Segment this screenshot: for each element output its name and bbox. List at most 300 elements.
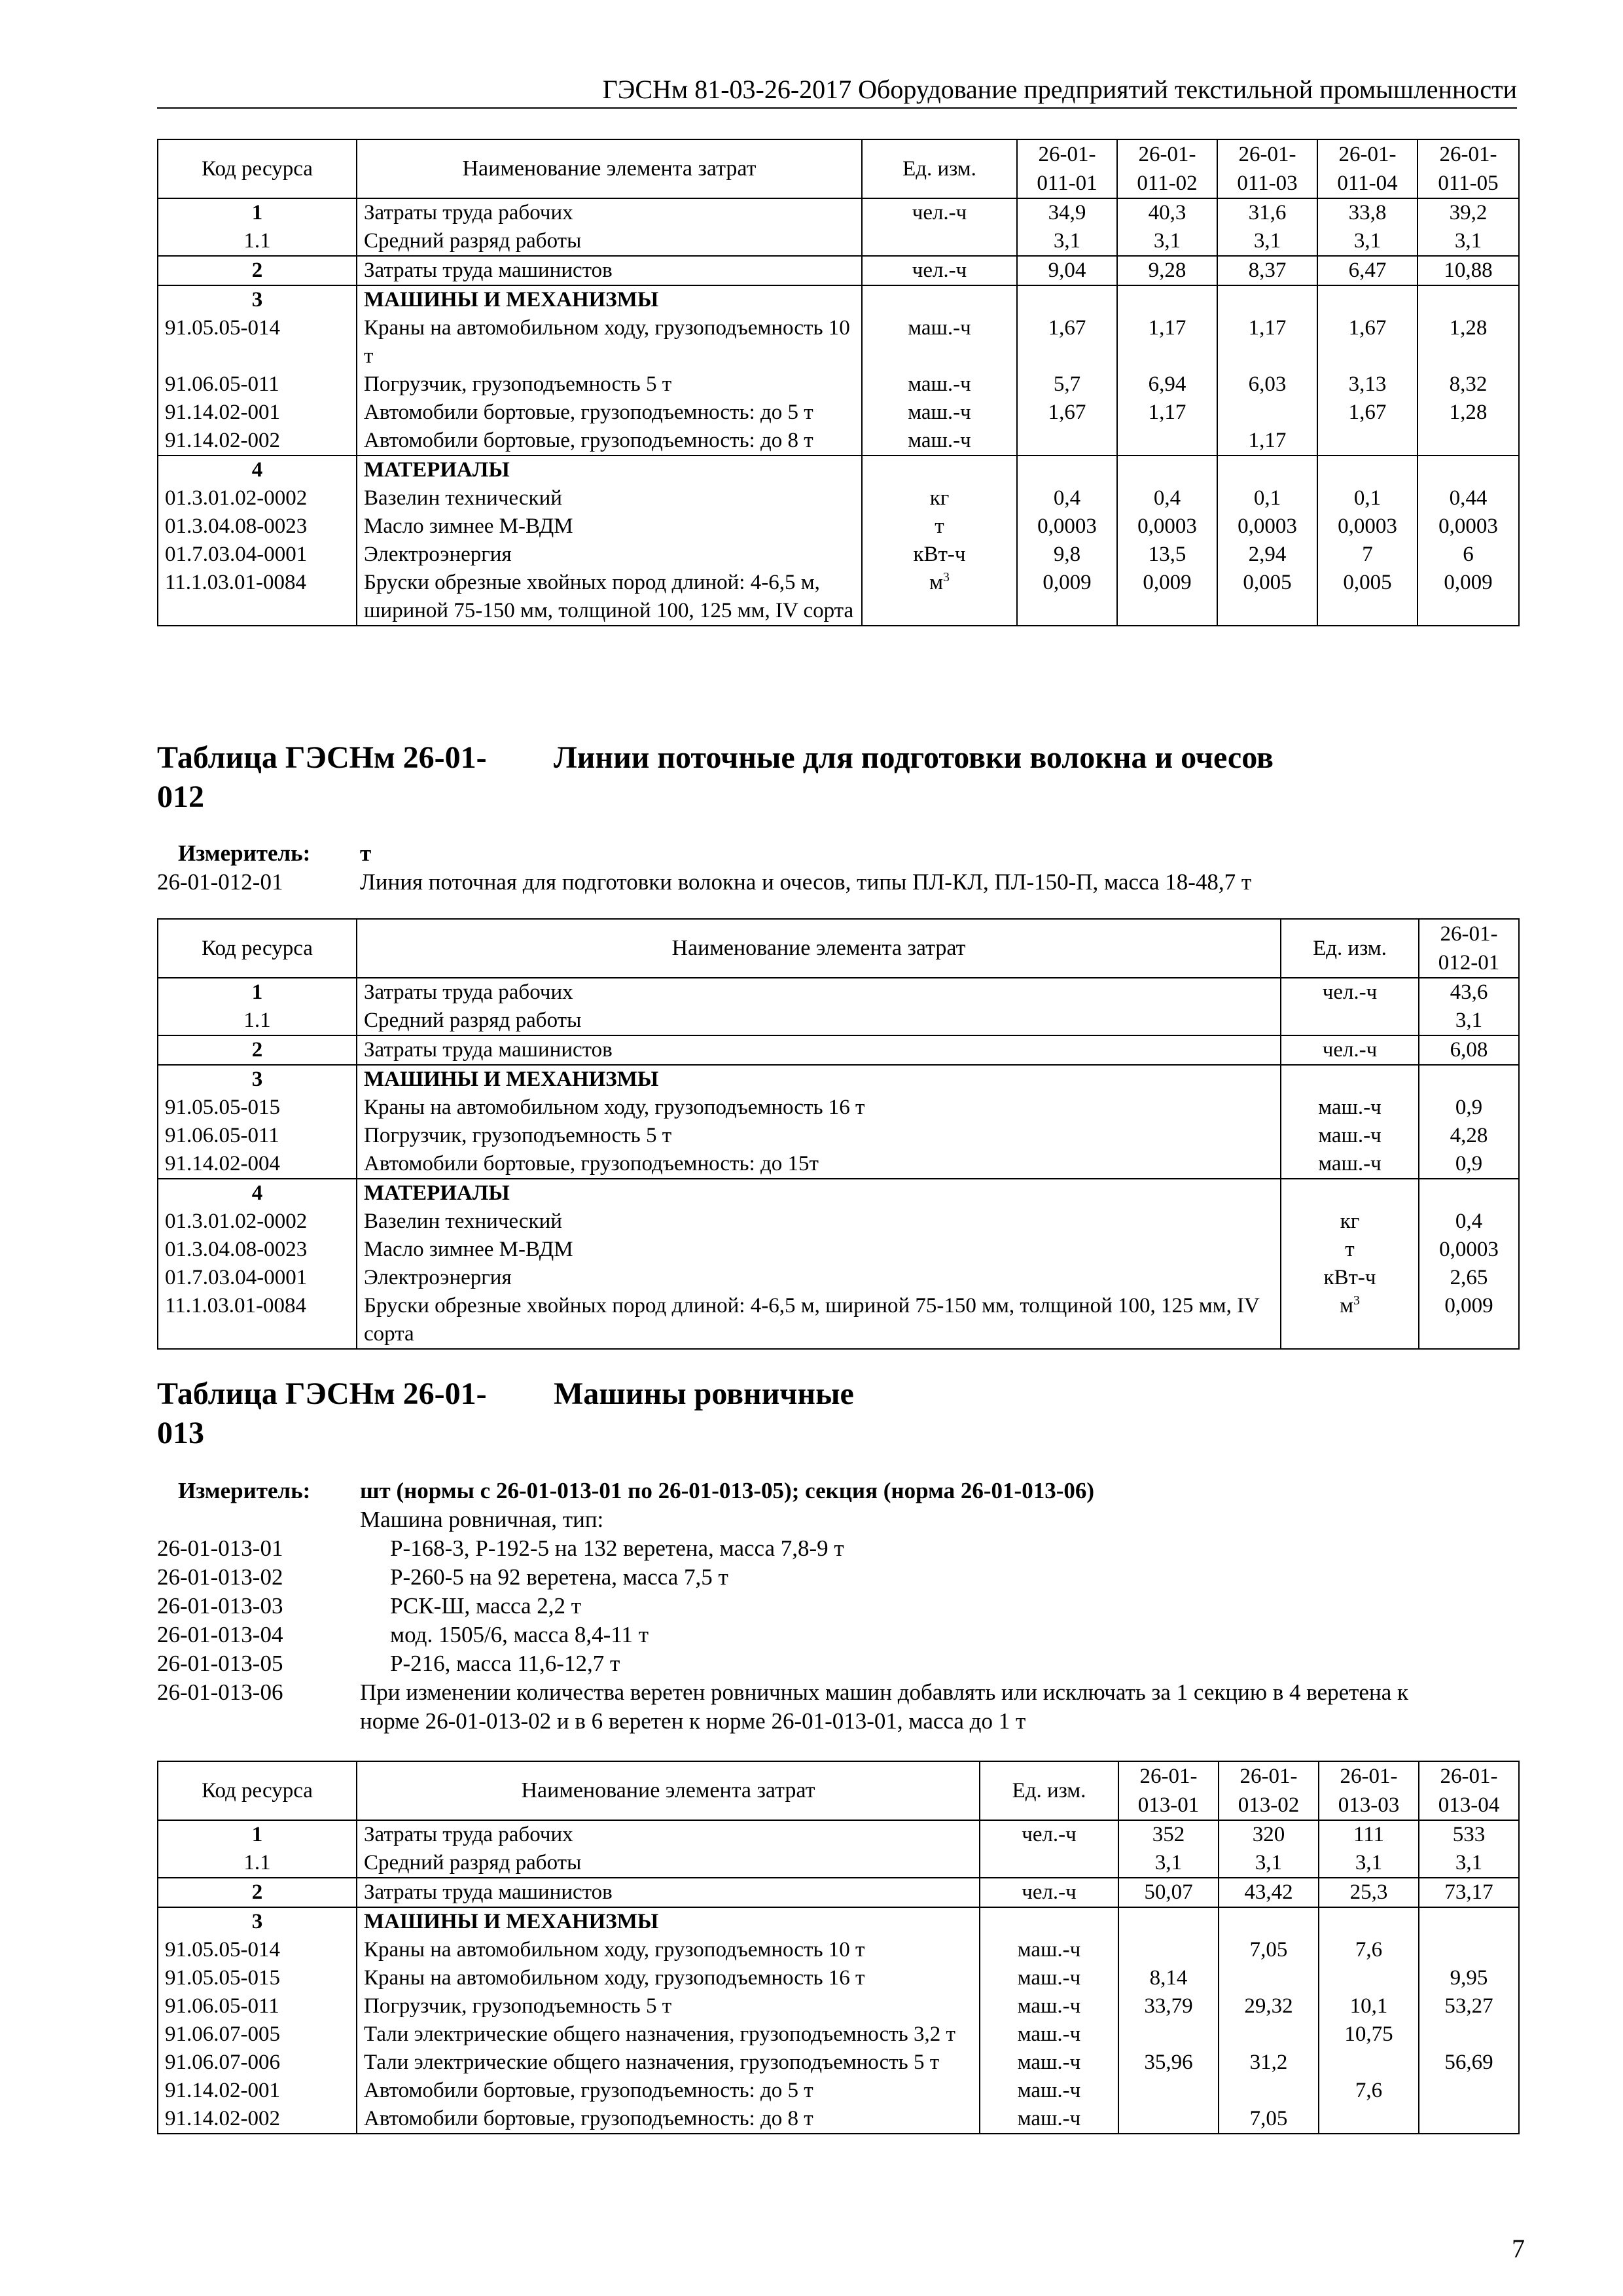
column-header-norm: 26-01-012-01 — [1419, 919, 1519, 978]
norm-code: 26-01-013-03 — [157, 1593, 283, 1619]
column-header-norm: 26-01-011-01 — [1017, 139, 1117, 198]
resource-code: 91.05.05-014 — [158, 1936, 357, 1964]
table-title-number-suffix: 012 — [157, 780, 204, 814]
resource-unit — [1281, 1065, 1419, 1094]
resource-unit — [980, 1964, 1118, 1992]
table-row — [158, 1878, 1519, 1907]
resource-name: Затраты труда рабочих — [357, 1820, 980, 1849]
norm-intro: Машина ровничная, тип: — [360, 1507, 604, 1532]
resource-code: 91.05.05-014 — [158, 314, 357, 370]
norm-value — [1117, 285, 1217, 314]
table-row — [158, 1007, 1519, 1035]
norm-value — [1317, 456, 1418, 484]
resource-code: 4 — [158, 1179, 357, 1208]
table-row — [158, 1236, 1519, 1264]
resource-name: Электроэнергия — [357, 1264, 1281, 1292]
norm-value: 0,009 — [1017, 569, 1117, 626]
norm-value: 6,47 — [1317, 256, 1418, 285]
unit-text: кВт-ч — [913, 543, 966, 566]
column-header-norm: 26-01-013-03 — [1319, 1761, 1419, 1820]
resource-name: Затраты труда машинистов — [357, 1878, 980, 1907]
resource-name: Автомобили бортовые, грузоподъемность: до 15т — [357, 1150, 1281, 1179]
unit-text: чел.-ч — [912, 259, 967, 282]
norm-value — [1319, 2049, 1419, 2077]
resource-code: 91.06.05-011 — [158, 1992, 357, 2020]
resource-unit — [1281, 1292, 1419, 1349]
norm-value: 3,13 — [1317, 370, 1418, 399]
resource-unit — [980, 1878, 1118, 1907]
norm-value: 2,65 — [1419, 1264, 1519, 1292]
norm-value: 35,96 — [1118, 2049, 1219, 2077]
norm-value: 0,9 — [1419, 1150, 1519, 1179]
unit-text: кВт-ч — [1323, 1266, 1376, 1289]
norm-value: 39,2 — [1418, 198, 1519, 227]
norm-value: 8,14 — [1118, 1964, 1219, 1992]
norm-value: 0,1 — [1217, 484, 1317, 512]
norm-value: 9,95 — [1419, 1964, 1519, 1992]
norm-value: 320 — [1219, 1820, 1319, 1849]
resource-code: 91.05.05-015 — [158, 1094, 357, 1122]
table-header-row — [158, 919, 1519, 978]
norm-value: 1,28 — [1418, 399, 1519, 427]
resource-name: Тали электрические общего назначения, грузоподъемность 3,2 т — [357, 2020, 980, 2049]
resource-unit — [980, 2049, 1118, 2077]
table-row — [158, 370, 1519, 399]
resource-unit — [980, 1907, 1118, 1936]
table-row — [158, 1065, 1519, 1094]
norm-value: 43,42 — [1219, 1878, 1319, 1907]
table-row — [158, 2077, 1519, 2105]
norm-value: 3,1 — [1219, 1849, 1319, 1878]
resource-code: 2 — [158, 1878, 357, 1907]
resource-unit — [980, 1849, 1118, 1878]
norm-value: 7,6 — [1319, 1936, 1419, 1964]
norm-value: 0,0003 — [1419, 1236, 1519, 1264]
measure-value: шт (нормы с 26-01-013-01 по 26-01-013-05); секция (норма 26-01-013-06) — [360, 1478, 1095, 1503]
norm-value: 1,17 — [1117, 314, 1217, 370]
resource-unit — [862, 456, 1017, 484]
table-row — [158, 399, 1519, 427]
table-row — [158, 1035, 1519, 1065]
table-row — [158, 484, 1519, 512]
column-header-norm: 26-01-011-03 — [1217, 139, 1317, 198]
norm-value — [1219, 1964, 1319, 1992]
resource-name: Погрузчик, грузоподъемность 5 т — [357, 370, 862, 399]
unit-text: маш.-ч — [908, 372, 971, 396]
unit-text: маш.-ч — [1318, 1096, 1382, 1119]
resource-unit — [1281, 1150, 1419, 1179]
resource-code: 11.1.03.01-0084 — [158, 1292, 357, 1349]
norm-value: 31,6 — [1217, 198, 1317, 227]
norm-value: 3,1 — [1217, 227, 1317, 256]
unit-text: т — [1345, 1238, 1355, 1261]
norm-value: 2,94 — [1217, 541, 1317, 569]
norm-value: 1,67 — [1317, 399, 1418, 427]
resource-name: МАТЕРИАЛЫ — [357, 1179, 1281, 1208]
norm-value: 43,6 — [1419, 978, 1519, 1007]
resource-name: Затраты труда машинистов — [357, 256, 862, 285]
unit-text: чел.-ч — [1322, 1038, 1378, 1062]
norm-value: 0,4 — [1017, 484, 1117, 512]
norm-code: 26-01-012-01 — [157, 869, 283, 895]
resource-name: Краны на автомобильном ходу, грузоподъемность 16 т — [357, 1964, 980, 1992]
table-title-number: Таблица ГЭСНм 26-01- — [157, 740, 487, 775]
norm-value: 7 — [1317, 541, 1418, 569]
norm-value: 533 — [1419, 1820, 1519, 1849]
resource-code: 91.14.02-002 — [158, 2105, 357, 2134]
norm-code: 26-01-013-05 — [157, 1651, 283, 1676]
norm-value — [1319, 2105, 1419, 2134]
column-header-norm: 26-01-013-02 — [1219, 1761, 1319, 1820]
unit-text: м — [929, 571, 943, 594]
norm-value: 0,009 — [1419, 1292, 1519, 1349]
resource-code: 91.14.02-001 — [158, 399, 357, 427]
column-header-norm: 26-01-013-01 — [1118, 1761, 1219, 1820]
norm-value — [1217, 456, 1317, 484]
table-header-row — [158, 139, 1519, 198]
norm-note-line: норме 26-01-013-02 и в 6 веретен к норме 26-01-013-01, масса до 1 т — [360, 1708, 1026, 1734]
table-row — [158, 227, 1519, 256]
norm-value: 9,04 — [1017, 256, 1117, 285]
norm-value — [1419, 2077, 1519, 2105]
table-row — [158, 314, 1519, 370]
norm-description: РСК-Ш, масса 2,2 т — [390, 1593, 582, 1619]
resource-code: 01.3.04.08-0023 — [158, 512, 357, 541]
norm-value: 25,3 — [1319, 1878, 1419, 1907]
norm-value — [1419, 1936, 1519, 1964]
resource-name: Автомобили бортовые, грузоподъемность: до 5 т — [357, 399, 862, 427]
resource-name: Погрузчик, грузоподъемность 5 т — [357, 1122, 1281, 1150]
column-header-name: Наименование элемента затрат — [357, 139, 862, 198]
norm-value: 9,8 — [1017, 541, 1117, 569]
norm-value: 6,08 — [1419, 1035, 1519, 1065]
measure-label: Измеритель: — [178, 1478, 311, 1503]
table-row — [158, 569, 1519, 626]
resource-code: 01.3.01.02-0002 — [158, 484, 357, 512]
resource-unit — [862, 399, 1017, 427]
table-title — [157, 1374, 550, 1453]
table-row — [158, 256, 1519, 285]
norm-value — [1419, 1065, 1519, 1094]
resource-name: Затраты труда рабочих — [357, 198, 862, 227]
resource-unit — [862, 227, 1017, 256]
table-row — [158, 198, 1519, 227]
resource-name: Бруски обрезные хвойных пород длиной: 4-6,5 м, шириной 75-150 мм, толщиной 100, 125 мм, IV сорта — [357, 1292, 1281, 1349]
resource-code: 1 — [158, 978, 357, 1007]
norm-value: 111 — [1319, 1820, 1419, 1849]
norm-value: 0,009 — [1117, 569, 1217, 626]
resource-code: 11.1.03.01-0084 — [158, 569, 357, 626]
norm-value — [1418, 427, 1519, 456]
resource-code: 1 — [158, 198, 357, 227]
measure-block — [157, 1477, 1518, 1738]
table-row — [158, 512, 1519, 541]
norm-description: Линия поточная для подготовки волокна и очесов, типы ПЛ-КЛ, ПЛ-150-П, масса 18-48,7 т — [360, 869, 1252, 895]
table-row — [158, 541, 1519, 569]
norm-value — [1017, 427, 1117, 456]
resource-name: Средний разряд работы — [357, 1849, 980, 1878]
table-row — [158, 1179, 1519, 1208]
norm-value: 29,32 — [1219, 1992, 1319, 2020]
norm-value — [1419, 2105, 1519, 2134]
column-header-name: Наименование элемента затрат — [357, 919, 1281, 978]
norm-value: 0,0003 — [1017, 512, 1117, 541]
resource-name: МАШИНЫ И МЕХАНИЗМЫ — [357, 1065, 1281, 1094]
norm-value: 3,1 — [1118, 1849, 1219, 1878]
unit-text: кг — [929, 486, 950, 510]
table-title — [157, 738, 550, 817]
norm-description: Р-260-5 на 92 веретена, масса 7,5 т — [390, 1564, 728, 1590]
resource-unit — [862, 484, 1017, 512]
norm-value: 0,0003 — [1317, 512, 1418, 541]
unit-text: маш.-ч — [1017, 2079, 1081, 2102]
resource-unit — [1281, 1122, 1419, 1150]
resource-name: Автомобили бортовые, грузоподъемность: до 8 т — [357, 427, 862, 456]
norm-value: 7,6 — [1319, 2077, 1419, 2105]
running-header: ГЭСНм 81-03-26-2017 Оборудование предприятий текстильной промышленности — [157, 73, 1517, 109]
norm-value — [1419, 1907, 1519, 1936]
norm-value: 1,17 — [1217, 314, 1317, 370]
norm-value: 0,9 — [1419, 1094, 1519, 1122]
norm-value: 3,1 — [1419, 1007, 1519, 1035]
resource-unit — [980, 1992, 1118, 2020]
norm-value — [1419, 2020, 1519, 2049]
unit-text: маш.-ч — [908, 429, 971, 452]
resource-code: 1.1 — [158, 1849, 357, 1878]
measure-block — [157, 839, 1518, 898]
norm-value: 8,32 — [1418, 370, 1519, 399]
resource-name: Бруски обрезные хвойных пород длиной: 4-6,5 м, шириной 75-150 мм, толщиной 100, 125 мм, IV сорта — [357, 569, 862, 626]
resource-code: 01.7.03.04-0001 — [158, 541, 357, 569]
resource-name: Вазелин технический — [357, 1208, 1281, 1236]
resource-unit — [862, 370, 1017, 399]
norm-value: 53,27 — [1419, 1992, 1519, 2020]
resource-unit — [862, 198, 1017, 227]
column-header-unit: Ед. изм. — [862, 139, 1017, 198]
resource-unit — [980, 1820, 1118, 1849]
column-header-code: Код ресурса — [158, 1761, 357, 1820]
unit-text: м — [1340, 1294, 1353, 1318]
table-title-number-suffix: 013 — [157, 1416, 204, 1450]
norm-value — [1418, 456, 1519, 484]
unit-text: маш.-ч — [1017, 2022, 1081, 2046]
norm-value: 7,05 — [1219, 1936, 1319, 1964]
table-row — [158, 2105, 1519, 2134]
norm-value: 9,28 — [1117, 256, 1217, 285]
norm-value: 1,67 — [1317, 314, 1418, 370]
resource-code: 91.14.02-001 — [158, 2077, 357, 2105]
norm-value: 1,67 — [1017, 314, 1117, 370]
norm-value: 10,75 — [1319, 2020, 1419, 2049]
norm-value — [1317, 285, 1418, 314]
norm-code: 26-01-013-06 — [157, 1679, 283, 1705]
norm-value: 56,69 — [1419, 2049, 1519, 2077]
resource-unit — [1281, 1094, 1419, 1122]
norm-value: 0,0003 — [1217, 512, 1317, 541]
resource-code: 91.06.05-011 — [158, 370, 357, 399]
norm-note-line: При изменении количества веретен ровничных машин добавлять или исключать за 1 секцию в 4 веретена к — [360, 1679, 1408, 1705]
resource-unit — [862, 256, 1017, 285]
norm-value: 0,1 — [1317, 484, 1418, 512]
table-row — [158, 1208, 1519, 1236]
resource-name: Погрузчик, грузоподъемность 5 т — [357, 1992, 980, 2020]
resource-name: МАТЕРИАЛЫ — [357, 456, 862, 484]
norm-value: 1,67 — [1017, 399, 1117, 427]
resource-unit — [1281, 1208, 1419, 1236]
resource-code: 3 — [158, 1065, 357, 1094]
norm-value: 0,005 — [1217, 569, 1317, 626]
resource-unit — [862, 512, 1017, 541]
norm-value: 6 — [1418, 541, 1519, 569]
norm-value — [1118, 2105, 1219, 2134]
norm-value: 3,1 — [1017, 227, 1117, 256]
norm-value: 352 — [1118, 1820, 1219, 1849]
norm-value: 3,1 — [1117, 227, 1217, 256]
norm-value — [1317, 427, 1418, 456]
table-row — [158, 1820, 1519, 1849]
norm-value: 6,94 — [1117, 370, 1217, 399]
resource-unit — [862, 314, 1017, 370]
resource-unit — [980, 2077, 1118, 2105]
resource-unit — [1281, 1264, 1419, 1292]
norm-value — [1118, 1907, 1219, 1936]
resource-unit — [862, 541, 1017, 569]
resource-code: 91.06.07-006 — [158, 2049, 357, 2077]
norm-code: 26-01-013-01 — [157, 1535, 283, 1561]
resource-code: 91.06.05-011 — [158, 1122, 357, 1150]
norm-value: 1,28 — [1418, 314, 1519, 370]
table-row — [158, 456, 1519, 484]
norm-value — [1419, 1179, 1519, 1208]
resource-unit — [980, 1936, 1118, 1964]
resource-code: 1 — [158, 1820, 357, 1849]
norm-value: 7,05 — [1219, 2105, 1319, 2134]
column-header-norm: 26-01-011-04 — [1317, 139, 1418, 198]
norm-value: 33,8 — [1317, 198, 1418, 227]
resource-name: Автомобили бортовые, грузоподъемность: до 8 т — [357, 2105, 980, 2134]
norm-description: Р-216, масса 11,6-12,7 т — [390, 1651, 620, 1676]
norm-value — [1219, 1907, 1319, 1936]
resource-code: 01.3.04.08-0023 — [158, 1236, 357, 1264]
column-header-name: Наименование элемента затрат — [357, 1761, 980, 1820]
norm-value: 40,3 — [1117, 198, 1217, 227]
resource-unit — [1281, 978, 1419, 1007]
norm-value: 3,1 — [1319, 1849, 1419, 1878]
unit-exponent: 3 — [1353, 1293, 1360, 1308]
table-row — [158, 1907, 1519, 1936]
norm-value: 5,7 — [1017, 370, 1117, 399]
column-header-unit: Ед. изм. — [980, 1761, 1118, 1820]
table-row — [158, 1094, 1519, 1122]
table-row — [158, 285, 1519, 314]
norm-value — [1017, 285, 1117, 314]
column-header-code: Код ресурса — [158, 139, 357, 198]
unit-text: маш.-ч — [908, 316, 971, 340]
norm-value: 0,44 — [1418, 484, 1519, 512]
resource-name: Масло зимнее М-ВДМ — [357, 1236, 1281, 1264]
norm-value — [1319, 1907, 1419, 1936]
resource-name: Средний разряд работы — [357, 1007, 1281, 1035]
norm-value — [1319, 1964, 1419, 1992]
norm-value — [1118, 2077, 1219, 2105]
measure-label: Измеритель: — [178, 840, 311, 866]
resource-table-26-01-011 — [157, 139, 1520, 626]
norm-value: 4,28 — [1419, 1122, 1519, 1150]
unit-text: маш.-ч — [1318, 1152, 1382, 1175]
table-title-name: Линии поточные для подготовки волокна и очесов — [554, 740, 1274, 775]
norm-value: 1,17 — [1117, 399, 1217, 427]
resource-unit — [1281, 1007, 1419, 1035]
table-row — [158, 1992, 1519, 2020]
table-header-row — [158, 1761, 1519, 1820]
unit-text: маш.-ч — [908, 401, 971, 424]
norm-value: 3,1 — [1419, 1849, 1519, 1878]
resource-unit — [1281, 1179, 1419, 1208]
norm-value: 10,88 — [1418, 256, 1519, 285]
norm-code: 26-01-013-04 — [157, 1622, 283, 1647]
column-header-norm: 26-01-011-02 — [1117, 139, 1217, 198]
table-row — [158, 1849, 1519, 1878]
resource-name: Краны на автомобильном ходу, грузоподъемность 10 т — [357, 1936, 980, 1964]
table-row — [158, 1150, 1519, 1179]
unit-text: чел.-ч — [1022, 1823, 1077, 1846]
resource-name: Электроэнергия — [357, 541, 862, 569]
column-header-norm: 26-01-013-04 — [1419, 1761, 1519, 1820]
page-number: 7 — [1512, 2234, 1525, 2263]
unit-text: т — [935, 514, 944, 538]
unit-text: маш.-ч — [1318, 1124, 1382, 1147]
resource-name: Краны на автомобильном ходу, грузоподъемность 10 т — [357, 314, 862, 370]
norm-value — [1117, 456, 1217, 484]
table-row — [158, 1122, 1519, 1150]
table-title-number: Таблица ГЭСНм 26-01- — [157, 1376, 487, 1411]
resource-name: Масло зимнее М-ВДМ — [357, 512, 862, 541]
norm-value: 3,1 — [1418, 227, 1519, 256]
norm-value: 0,4 — [1419, 1208, 1519, 1236]
resource-code: 2 — [158, 256, 357, 285]
column-header-norm: 26-01-011-05 — [1418, 139, 1519, 198]
unit-text: маш.-ч — [1017, 1938, 1081, 1962]
unit-text: кг — [1340, 1210, 1360, 1233]
unit-text: маш.-ч — [1017, 1966, 1081, 1990]
norm-value: 0,009 — [1418, 569, 1519, 626]
norm-value: 13,5 — [1117, 541, 1217, 569]
unit-exponent: 3 — [943, 570, 950, 584]
resource-code: 4 — [158, 456, 357, 484]
unit-text: чел.-ч — [912, 201, 967, 224]
resource-code: 91.06.07-005 — [158, 2020, 357, 2049]
table-row — [158, 978, 1519, 1007]
resource-code: 1.1 — [158, 227, 357, 256]
resource-code: 01.7.03.04-0001 — [158, 1264, 357, 1292]
unit-text: маш.-ч — [1017, 1994, 1081, 2018]
norm-code: 26-01-013-02 — [157, 1564, 283, 1590]
table-row — [158, 2020, 1519, 2049]
resource-unit — [862, 285, 1017, 314]
norm-value — [1217, 399, 1317, 427]
resource-code: 91.14.02-002 — [158, 427, 357, 456]
unit-text: маш.-ч — [1017, 2107, 1081, 2130]
norm-description: мод. 1505/6, масса 8,4-11 т — [390, 1622, 649, 1647]
norm-value: 34,9 — [1017, 198, 1117, 227]
resource-code: 91.14.02-004 — [158, 1150, 357, 1179]
table-row — [158, 2049, 1519, 2077]
resource-table-26-01-012 — [157, 918, 1520, 1350]
resource-name: Вазелин технический — [357, 484, 862, 512]
resource-unit — [980, 2020, 1118, 2049]
norm-value: 10,1 — [1319, 1992, 1419, 2020]
resource-unit — [1281, 1035, 1419, 1065]
